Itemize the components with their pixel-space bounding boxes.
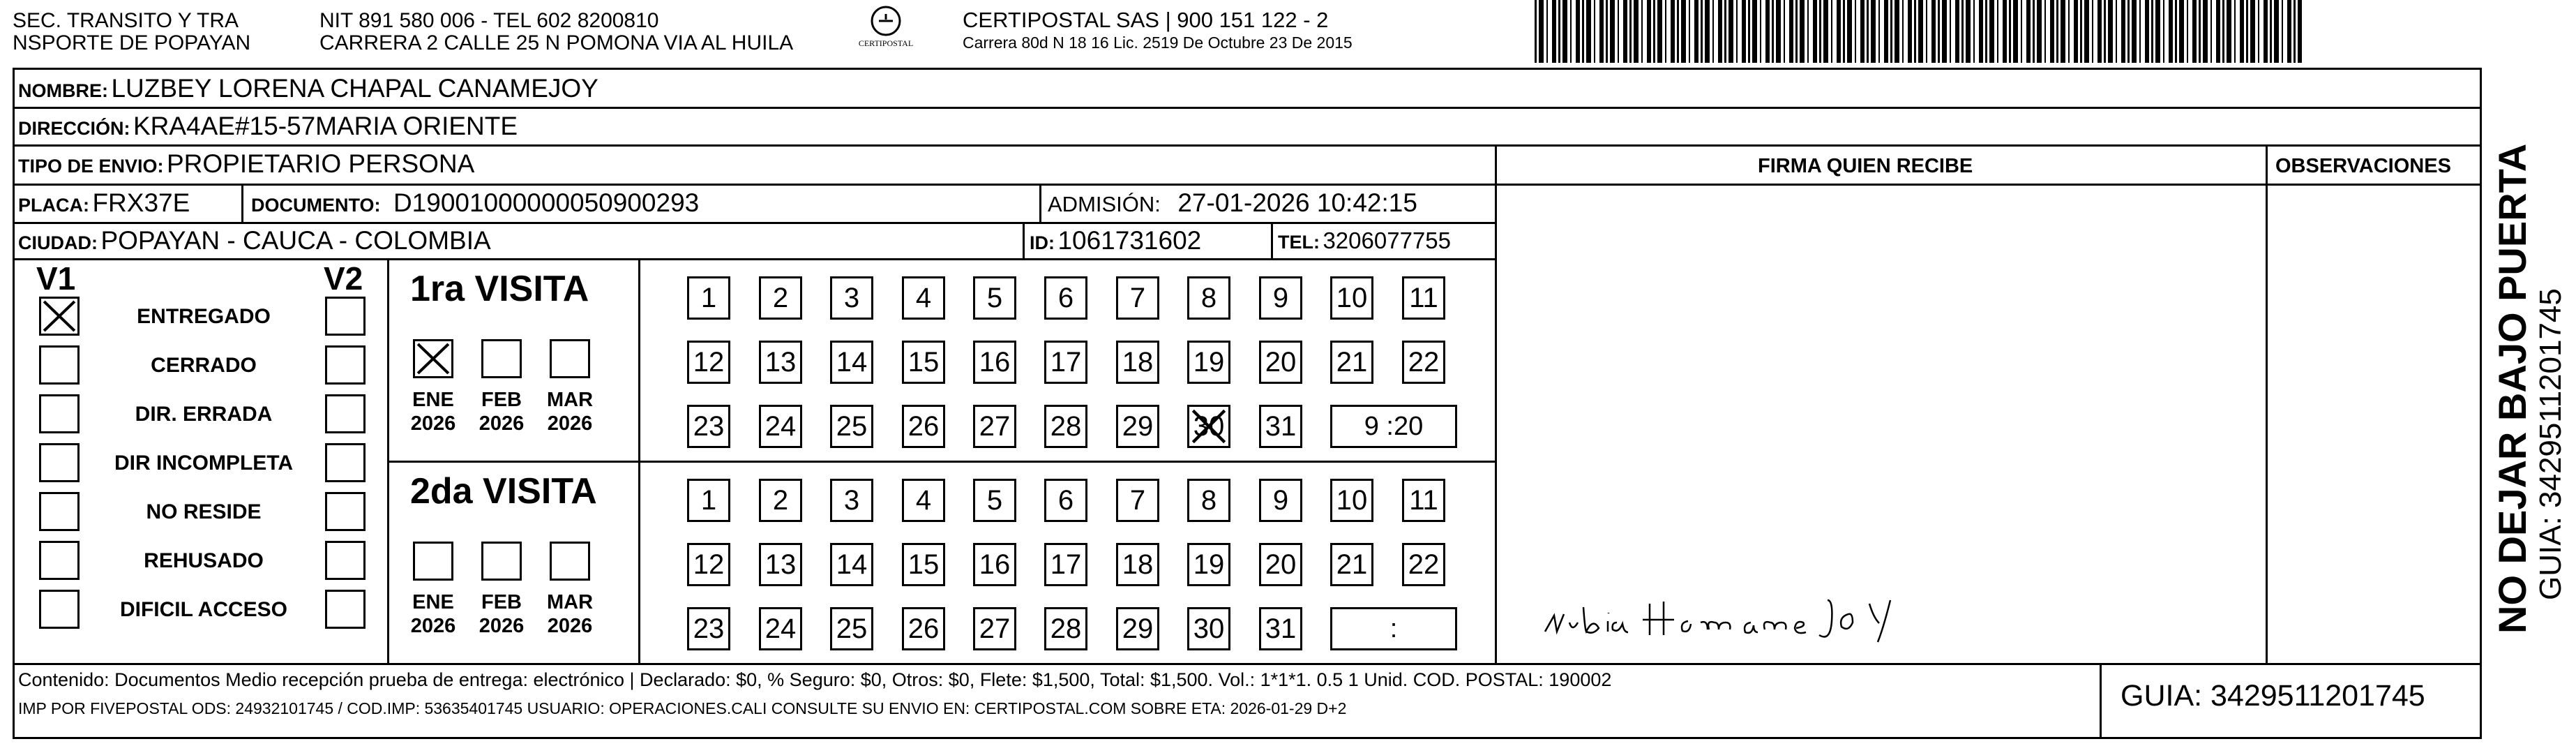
day-box[interactable]: 19 (1187, 543, 1230, 586)
day-box[interactable]: 28 (1044, 607, 1087, 650)
firma-header: FIRMA QUIEN RECIBE (1758, 155, 1973, 177)
month-label (402, 590, 465, 638)
day-box[interactable]: 25 (830, 405, 873, 448)
footer-content-line: Contenido: Documentos Medio recepción prueba de entrega: electrónico | Declarado: $0, % Seguro: $0, Otros: $0, Flete: $1,500, Total: $1,500. Vol.: 1*1*1. 0.5 1 Unid. COD. POSTAL: 190002 (18, 669, 1612, 690)
day-box[interactable]: 25 (830, 607, 873, 650)
month-checkbox[interactable] (550, 542, 590, 581)
id-value: 1061731602 (1057, 226, 1202, 255)
v1-label: V1 (36, 260, 76, 297)
visit-title: 1ra VISITA (410, 269, 589, 309)
day-box[interactable]: 16 (973, 543, 1016, 586)
day-box[interactable]: 9 (1259, 276, 1302, 320)
placa-value: FRX37E (92, 188, 190, 217)
day-box[interactable]: 17 (1044, 543, 1087, 586)
day-box[interactable]: 26 (902, 405, 945, 448)
nombre-field (18, 73, 598, 110)
x-mark-icon (415, 341, 451, 376)
ciudad-label: CIUDAD: (18, 232, 98, 253)
rule (13, 663, 2482, 665)
placa-label: PLACA: (18, 195, 89, 216)
day-box[interactable]: 5 (973, 479, 1016, 522)
time-field[interactable]: : (1330, 607, 1457, 650)
rule (1023, 222, 1025, 258)
rule (1271, 222, 1273, 258)
month-name: MAR (546, 389, 594, 411)
v2-label: V2 (324, 260, 363, 297)
day-box[interactable]: 15 (902, 341, 945, 384)
day-box[interactable]: 3 (830, 276, 873, 320)
day-box[interactable]: 8 (1187, 479, 1230, 522)
day-box[interactable]: 21 (1330, 341, 1373, 384)
day-box[interactable]: 28 (1044, 405, 1087, 448)
month-checkbox[interactable] (481, 542, 522, 581)
company-line: CERTIPOSTAL SAS | 900 151 122 - 2 (963, 8, 1329, 32)
rule (638, 258, 640, 663)
status-label: DIR. ERRADA (135, 403, 273, 426)
day-box[interactable]: 23 (687, 405, 730, 448)
day-box[interactable]: 7 (1116, 479, 1159, 522)
month-name: FEB (481, 389, 522, 411)
day-box[interactable]: 15 (902, 543, 945, 586)
month-year: 2026 (410, 412, 456, 435)
month-checkbox[interactable] (550, 339, 590, 378)
tipo-envio-field (18, 149, 474, 185)
barcode (1535, 0, 2302, 63)
logo-text: CERTIPOSTAL (858, 38, 914, 48)
id-field (1030, 225, 1201, 262)
day-box[interactable]: 4 (902, 479, 945, 522)
day-box[interactable]: 14 (830, 341, 873, 384)
month-name: FEB (481, 591, 522, 613)
month-label (470, 590, 533, 638)
address-line: CARRERA 2 CALLE 25 N POMONA VIA AL HUILA (319, 31, 794, 54)
side-guia: GUIA: 3429511201745 (2533, 288, 2568, 600)
nombre-label: NOMBRE: (18, 80, 108, 101)
admision-value: 27-01-2026 10:42:15 (1177, 188, 1417, 217)
month-checkbox[interactable] (481, 339, 522, 378)
day-box[interactable]: 31 (1259, 607, 1302, 650)
rule (387, 461, 1495, 463)
day-box[interactable]: 26 (902, 607, 945, 650)
direccion-value: KRA4AE#15-57MARIA ORIENTE (133, 112, 518, 140)
side-warning: NO DEJAR BAJO PUERTA (2490, 143, 2534, 634)
day-box[interactable]: 6 (1044, 479, 1087, 522)
v1-checkbox[interactable] (39, 443, 80, 482)
tipo-envio-value: PROPIETARIO PERSONA (166, 149, 475, 178)
day-box[interactable]: 20 (1259, 543, 1302, 586)
ciudad-field (18, 225, 491, 262)
sender-line-1: SEC. TRANSITO Y TRA (13, 9, 239, 32)
sender-name (13, 10, 250, 54)
v2-checkbox[interactable] (325, 297, 366, 336)
signature-drawing (1542, 572, 2030, 649)
status-label: REHUSADO (144, 549, 264, 572)
day-box[interactable]: 11 (1402, 276, 1445, 320)
day-box[interactable]: 7 (1116, 276, 1159, 320)
day-box[interactable]: 24 (759, 607, 802, 650)
month-checkbox[interactable] (413, 339, 453, 378)
footer-guia: GUIA: 3429511201745 (2121, 679, 2425, 713)
rule (1495, 184, 2482, 186)
documento-value: D19001000000050900293 (393, 188, 700, 217)
day-box[interactable]: 14 (830, 543, 873, 586)
month-label (538, 388, 601, 435)
month-name: ENE (412, 389, 454, 411)
footer-print-line: IMP POR FIVEPOSTAL ODS: 24932101745 / COD.IMP: 53635401745 USUARIO: OPERACIONES.CALI CONSULTE SU ENVIO EN: CERTIPOSTAL.COM SOBRE ETA: 2026-01-29 D+2 (18, 699, 1347, 717)
day-box[interactable]: 2 (759, 479, 802, 522)
day-box[interactable]: 31 (1259, 405, 1302, 448)
recipient-signature (1542, 572, 2030, 649)
month-year: 2026 (479, 412, 525, 435)
ciudad-value: POPAYAN - CAUCA - COLOMBIA (100, 226, 491, 255)
admision-label: ADMISIÓN: (1048, 192, 1161, 216)
month-year: 2026 (547, 412, 593, 435)
rule (241, 184, 243, 222)
month-label (538, 590, 601, 638)
rule (1039, 184, 1041, 222)
v1-checkbox[interactable] (39, 590, 80, 629)
status-label: DIR INCOMPLETA (114, 452, 294, 475)
day-box[interactable]: 29 (1116, 607, 1159, 650)
v1-checkbox[interactable] (39, 492, 80, 531)
v2-checkbox[interactable] (325, 345, 366, 385)
direccion-field (18, 111, 518, 147)
month-year: 2026 (479, 615, 525, 637)
day-box[interactable]: 20 (1259, 341, 1302, 384)
placa-field (18, 188, 190, 224)
v1-checkbox[interactable] (39, 541, 80, 580)
day-box[interactable]: 22 (1402, 543, 1445, 586)
sender-contact (319, 10, 793, 54)
day-box[interactable]: 19 (1187, 341, 1230, 384)
month-label (402, 388, 465, 435)
day-box[interactable]: 27 (973, 607, 1016, 650)
status-label: CERRADO (151, 354, 257, 377)
day-box[interactable]: 4 (902, 276, 945, 320)
day-box[interactable]: 30 (1187, 405, 1230, 448)
day-box[interactable]: 18 (1116, 543, 1159, 586)
x-mark-icon (1190, 408, 1228, 445)
observaciones-header: OBSERVACIONES (2275, 155, 2451, 177)
day-box[interactable]: 21 (1330, 543, 1373, 586)
day-box[interactable]: 8 (1187, 276, 1230, 320)
month-checkbox[interactable] (413, 542, 453, 581)
rule (2266, 144, 2268, 663)
day-box[interactable]: 10 (1330, 276, 1373, 320)
day-box[interactable]: 1 (687, 479, 730, 522)
rule (1495, 144, 1497, 663)
day-box[interactable]: 1 (687, 276, 730, 320)
day-box[interactable]: 18 (1116, 341, 1159, 384)
documento-field (251, 188, 699, 224)
status-label: ENTREGADO (137, 305, 271, 328)
certipostal-logo (854, 4, 917, 60)
day-box[interactable]: 30 (1187, 607, 1230, 650)
day-box[interactable]: 23 (687, 607, 730, 650)
tel-field (1278, 225, 1451, 261)
v2-checkbox[interactable] (325, 590, 366, 629)
day-box[interactable]: 10 (1330, 479, 1373, 522)
direccion-label: DIRECCIÓN: (18, 118, 130, 139)
admision-field (1048, 188, 1417, 224)
day-box[interactable]: 13 (759, 341, 802, 384)
v2-checkbox[interactable] (325, 492, 366, 531)
rule (387, 258, 389, 663)
day-box[interactable]: 2 (759, 276, 802, 320)
license-line: Carrera 80d N 18 16 Lic. 2519 De Octubre 23 De 2015 (963, 33, 1353, 52)
day-box[interactable]: 12 (687, 341, 730, 384)
day-box[interactable]: 5 (973, 276, 1016, 320)
day-box[interactable]: 12 (687, 543, 730, 586)
month-label (470, 388, 533, 435)
documento-label: DOCUMENTO: (251, 195, 381, 216)
company-info (963, 8, 1353, 53)
logo-icon (866, 4, 905, 38)
time-field[interactable]: 9 :20 (1330, 405, 1457, 448)
tipo-envio-label: TIPO DE ENVIO: (18, 156, 164, 177)
sender-line-2: NSPORTE DE POPAYAN (13, 31, 251, 54)
tel-value: 3206077755 (1323, 228, 1451, 253)
nombre-value: LUZBEY LORENA CHAPAL CANAMEJOY (111, 74, 598, 103)
month-name: MAR (546, 591, 594, 613)
month-year: 2026 (547, 615, 593, 637)
month-year: 2026 (410, 615, 456, 637)
day-box[interactable]: 17 (1044, 341, 1087, 384)
status-label: NO RESIDE (146, 500, 262, 523)
day-box[interactable]: 13 (759, 543, 802, 586)
day-box[interactable]: 3 (830, 479, 873, 522)
day-box[interactable]: 16 (973, 341, 1016, 384)
day-mark (1190, 408, 1228, 445)
day-box[interactable]: 22 (1402, 341, 1445, 384)
v1-checkbox[interactable] (39, 345, 80, 385)
id-label: ID: (1030, 232, 1055, 253)
day-box[interactable]: 27 (973, 405, 1016, 448)
rule (2100, 663, 2102, 739)
month-name: ENE (412, 591, 454, 613)
x-mark-icon (41, 299, 77, 334)
v1-checkbox[interactable] (39, 297, 80, 336)
day-box[interactable]: 29 (1116, 405, 1159, 448)
v2-checkbox[interactable] (325, 541, 366, 580)
visit-title: 2da VISITA (410, 471, 597, 512)
v2-checkbox[interactable] (325, 394, 366, 433)
day-box[interactable]: 9 (1259, 479, 1302, 522)
tel-label: TEL: (1278, 232, 1320, 253)
v2-checkbox[interactable] (325, 443, 366, 482)
day-box[interactable]: 24 (759, 405, 802, 448)
day-box[interactable]: 6 (1044, 276, 1087, 320)
status-label: DIFICIL ACCESO (119, 598, 287, 621)
day-box[interactable]: 11 (1402, 479, 1445, 522)
v1-checkbox[interactable] (39, 394, 80, 433)
nit-line: NIT 891 580 006 - TEL 602 8200810 (319, 9, 659, 32)
